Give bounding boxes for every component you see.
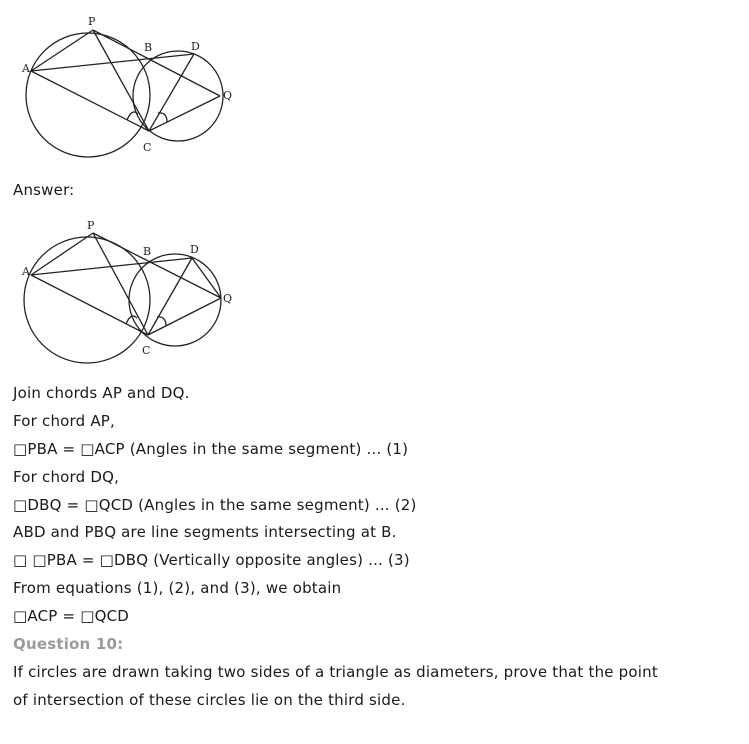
question-text-line-2: of intersection of these circles lie on the third side. — [13, 691, 406, 709]
answer-line-2: For chord AP, — [13, 412, 116, 430]
answer-label: Answer: — [13, 181, 75, 199]
answer-line-9: □ACP = □QCD — [13, 607, 129, 625]
answer-figure — [0, 213, 260, 373]
angle-mark-acp — [127, 112, 138, 120]
label-b: B — [144, 41, 153, 54]
label-b: B — [143, 245, 152, 258]
label-c: C — [142, 344, 151, 357]
answer-line-3: □PBA = □ACP (Angles in the same segment) ... (1) — [13, 440, 409, 458]
large-circle — [24, 237, 150, 363]
label-d: D — [191, 40, 200, 53]
segment-pq — [93, 233, 221, 298]
answer-line-5: □DBQ = □QCD (Angles in the same segment) ... (2) — [13, 496, 417, 514]
answer-line-6: ABD and PBQ are line segments intersecting at B. — [13, 523, 397, 541]
large-circle — [26, 33, 153, 157]
chord-ap — [31, 233, 93, 275]
label-c: C — [143, 141, 152, 154]
label-p: P — [88, 15, 96, 28]
answer-line-8: From equations (1), (2), and (3), we obtain — [13, 579, 342, 597]
question-figure — [0, 0, 260, 170]
chord-ac — [31, 71, 149, 131]
label-q: Q — [223, 89, 233, 102]
label-d: D — [190, 243, 199, 256]
label-p: P — [87, 219, 95, 232]
two-circles-diagram-with-chords — [0, 213, 260, 373]
chord-ac — [31, 275, 148, 335]
angle-mark-qcd — [157, 317, 166, 326]
label-a: A — [22, 62, 30, 75]
chord-ad — [31, 54, 194, 71]
question-text-line-1: If circles are drawn taking two sides of a triangle as diameters, prove that the point — [13, 663, 658, 681]
chord-ap — [31, 30, 93, 71]
label-q: Q — [223, 292, 233, 305]
two-circles-diagram — [0, 0, 260, 170]
question-title: Question 10: — [13, 635, 124, 653]
chord-pc — [93, 233, 148, 335]
answer-line-1: Join chords AP and DQ. — [13, 384, 190, 402]
label-a: A — [22, 265, 30, 278]
chord-dq — [192, 258, 221, 298]
answer-line-4: For chord DQ, — [13, 468, 120, 486]
answer-line-7: □ □PBA = □DBQ (Vertically opposite angles) ... (3) — [13, 551, 410, 569]
